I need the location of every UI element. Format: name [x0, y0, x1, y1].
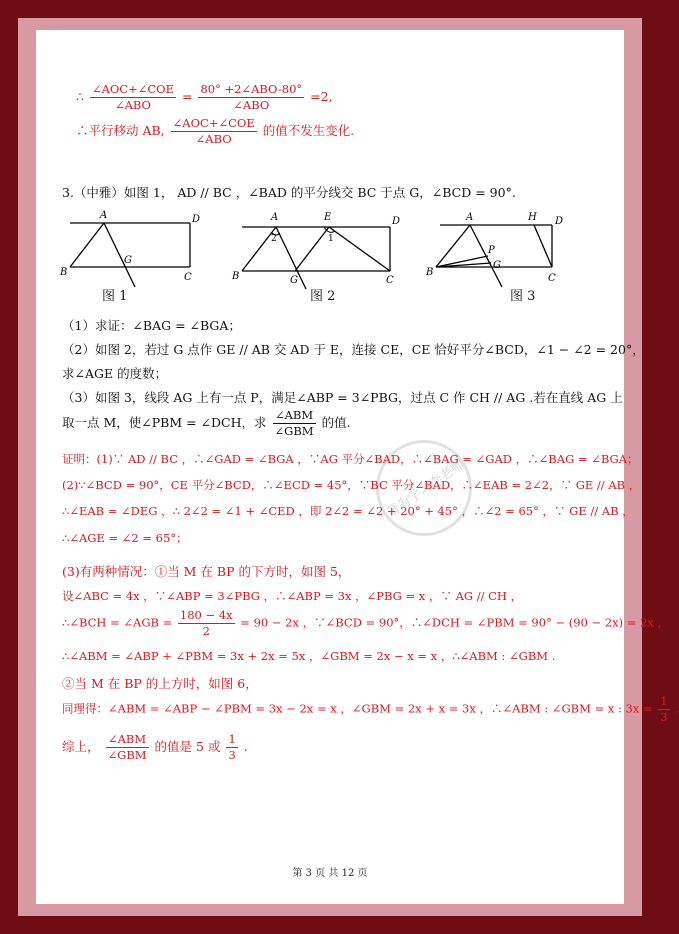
svg-text:B: B	[426, 267, 434, 278]
question-2b: 求∠AGE 的度数；	[62, 366, 168, 381]
svg-text:D: D	[555, 216, 564, 227]
figure-2-caption: 图 2	[310, 289, 336, 304]
svg-text:A: A	[271, 212, 279, 223]
svg-text:G: G	[290, 275, 298, 286]
svg-text:1: 1	[328, 234, 334, 244]
svg-text:C: C	[184, 272, 192, 283]
svg-text:C: C	[548, 273, 556, 284]
figure-3	[425, 212, 563, 287]
svg-text:E: E	[324, 212, 332, 223]
proof-part-3-line4: 同理得：∠ABM = ∠ABP − ∠PBM = 3x − 2x = x ，∠GBM = 2x + x = 3x ，∴∠ABM : ∠GBM = x : 3x = $\frac{1}{3}$ .	[62, 694, 679, 724]
problem-title: 3.（中雅）如图 1， AD // BC ，∠BAD 的平分线交 BC 于点 G，∠BCD = 90°.	[62, 185, 516, 200]
svg-text:B: B	[232, 271, 240, 282]
svg-text:D: D	[192, 214, 201, 225]
proof-conclusion: 综上， $\frac{\text{∠ABM}}{\text{∠GBM}}$ 的值是 5 或 $\frac{1}{3}$ .	[62, 732, 248, 762]
document-page	[36, 30, 679, 904]
question-3b: 取一点 M，使∠PBM = ∠DCH，求 $\frac{\text{∠ABM}}{\text{∠GBM}}$ 的值.	[62, 408, 351, 438]
proof-part-3-line3: ∴∠ABM = ∠ABP + ∠PBM = 3x + 2x = 5x ，∠GBM = 2x − x = x ，∴∠ABM : ∠GBM .	[62, 649, 556, 663]
figure-1	[59, 210, 200, 287]
proof-part-3-line2: ∴∠BCH = ∠AGB = $\frac{180 - 4x}{2}$ = 90 − 2x ，∵∠BCD = 90°，∴∠DCH = ∠PBM = 90° − (90 − 2x) = 2x ，	[62, 608, 670, 638]
proof-part-3-head: (3)有两种情况：①当 M 在 BP 的下方时，如图 5，	[62, 564, 351, 579]
proof-part-2a: (2)∵∠BCD = 90°，CE 平分∠BCD，∴∠ECD = 45°，∵BC 平分∠BAD，∴∠EAB = 2∠2，∵ GE // AB ，	[62, 478, 641, 492]
svg-text:2: 2	[271, 234, 277, 244]
page-footer: 第 3 页 共 12 页	[292, 868, 368, 879]
svg-text:A: A	[100, 210, 108, 221]
svg-text:C: C	[386, 275, 394, 286]
proof-part-2c: ∴∠AGE = ∠2 = 65°；	[62, 531, 188, 545]
proof-part-2b: ∴∠EAB = ∠DEG ，∴ 2∠2 = ∠1 + ∠CED ，即 2∠2 = ∠2 + 20° + 45° ，∴∠2 = 65° ，∵ GE // AB ，	[62, 504, 634, 518]
proof-part-3-line1: 设∠ABC = 4x ，∵∠ABP = 3∠PBG ，∴∠ABP = 3x ，∠PBG = x ，∵ AG // CH ，	[62, 589, 523, 603]
svg-text:P: P	[488, 245, 495, 256]
question-3a: （3）如图 3，线段 AG 上有一点 P，满足∠ABP = 3∠PBG，过点 C 作 CH // AG .若在直线 AG 上	[62, 390, 623, 405]
figure-2	[231, 212, 400, 289]
question-1: （1）求证：∠BAG = ∠BGA；	[62, 318, 241, 333]
proof-part-1: 证明：(1)∵ AD // BC ，∴∠GAD = ∠BGA ，∵AG 平分∠BAD，∴∠BAG = ∠GAD ，∴∠BAG = ∠BGA；	[62, 452, 639, 466]
svg-text:D: D	[392, 216, 401, 227]
watermark-text: 萧为学习李老师	[384, 456, 468, 522]
question-2a: （2）如图 2，若过 G 点作 GE // AB 交 AD 于 E，连接 CE，CE 恰好平分∠BCD，∠1 − ∠2 = 20°，	[62, 342, 645, 357]
solution-line-1: ∴ $\frac{\text{∠AOC+∠COE}}{\text{∠ABO}}$ = $\frac{\text{80° +2∠ABO-80°}}{\text{∠ABO}}$ =2,	[76, 82, 333, 112]
proof-part-3-case2: ②当 M 在 BP 的上方时，如图 6，	[62, 676, 258, 691]
svg-text:G: G	[124, 255, 132, 266]
svg-text:H: H	[528, 212, 537, 223]
svg-text:A: A	[466, 212, 474, 223]
figure-3-caption: 图 3	[510, 289, 536, 304]
svg-text:B: B	[60, 267, 68, 278]
svg-text:G: G	[493, 260, 501, 271]
solution-line-2: ∴平行移动 AB, $\frac{\text{∠AOC+∠COE}}{\text{∠ABO}}$ 的值不发生变化.	[76, 116, 355, 146]
figure-1-caption: 图 1	[102, 289, 128, 304]
